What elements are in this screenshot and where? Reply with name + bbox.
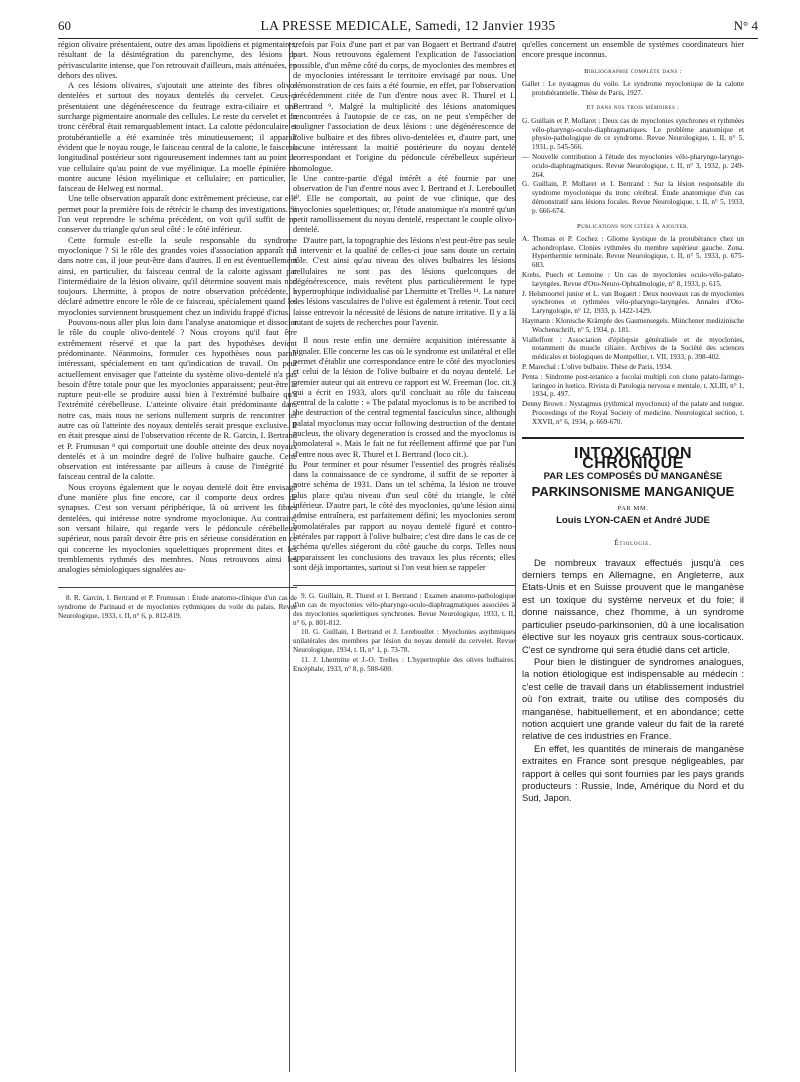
paragraph: A ces lésions olivaires, s'ajoutait une atteinte des fibres olivo-dentelées et surtout des noyaux dentelés du cervelet. Ceux-ci présentaient une dégénérescence du feutrage extra-ciliaire et une surcharge pigmentaire anormale des cellules. Le reste du cervelet et du tronc cérébral était remarquablement intact. La calotte pédonculaire et protubérantielle a été examinée très minutieusement; il apparaît évident que le noyau rouge, le faisceau central de la calotte, le faisceau longitudinal postérieur sont rigoureusement indemnes tant au point de vue cellulaire qu'au point de vue myélinique. La moelle épinière ne montre aucune lésion myélinique et cellulaire; en particulier, le faisceau de Helweg est normal. [58, 81, 297, 194]
paragraph: Cette formule est-elle la seule responsable du syndrome myoclonique ? Si le rôle des grandes voies d'association apparaît nul dans notre cas, il joue peut-être dans d'autres. Il en est éventuellement ainsi, en particulier, du faisceau central de la calotte agissant par l'intermédiaire de la lésion olivaire, qu'il détermine souvent mais non toujours. Lhermitte, à propos de notre observation précédente, a déclaré admettre encore le rôle de ce faisceau, spécialement quand les myoclonies surviennent brusquement chez un individu frappé d'ictus. [58, 235, 297, 317]
bibliography-entry: Penta : Sindrome post-tetanico a focolai multipli con clono palato-faringo-laringeo in luetico. Rivista di Patologia nervosa e mentale, t. XLIII, n° 1, 1934, p. 497. [522, 372, 744, 399]
page-header [58, 18, 758, 39]
footnote: 9. G. Guillain, R. Thurel et I. Bertrand : Examen anatomo-pathologique d'un cas de myoclonies vélo-pharyngo-oculo-diaphragmatiques associées à des myoclonies squelettiques synchrones. Revue Neurologique, 1933, t. II, n° 6, p. 801-812. [293, 592, 515, 627]
paragraph: région olivaire présentaient, outre des amas lipoïdiens et pigmentaires, résultant de la désintégration du parenchyme, des lésions de périvascularite intense, que l'on retrouvait d'ailleurs, mais atténuées, en dehors des olives. [58, 40, 297, 80]
bibliography [522, 80, 744, 98]
footnote: 11. J. Lhermitte et J.-O. Trelles : L'hypertrophie des olives bulbaires. Encéphale, 1933, n° 8, p. 588-600. [293, 655, 515, 673]
article-separator [522, 437, 744, 439]
paragraph: Une contre-partie d'égal intérêt a été fournie par une observation de l'un d'entre nous avec I. Bertrand et J. Lereboullet ¹⁰. Elle ne comportait, au point de vue clinique, que des myoclonies squelettiques; or, l'étude anatomique n'a montré qu'un petit ramollissement du noyau dentelé, respectant le couple olivo-dentelé. [293, 173, 515, 235]
article-subtitle: PAR LES COMPOSÉS DU MANGANÈSE [543, 471, 723, 483]
bibliography [522, 235, 744, 427]
bibliography-entry: Krebs, Puech et Lemoine : Un cas de myoclonies oculo-vélo-palato-laryngées. Revue d'Oto-Neuro-Ophtalmologie, n° 8, 1933, p. 615. [522, 271, 744, 288]
paragraph: trefois par Foix d'une part et par van Bogaert et Bertrand d'autre part. Nous retrouvons également l'explication de l'association possible, d'un même côté du corps, de myoclonies des membres et de myoclonies intéressant le territoire envisagé par nous. Une démonstration de ces faits a été fournie, en effet, par l'observation précédemment citée de l'un d'entre nous avec R. Thurel et I. Bertrand ⁹. Malgré la multiplicité des lésions anatomiques rencontrées à l'autopsie de ce cas, on ne peut s'empêcher de souligner l'association de deux lésions : une dégénérescence de l'olive bulbaire et des fibres olivo-dentelées et, d'autre part, une lacune intéressant la moitié postérieure du noyau dentelé correspondant et l'origine du pédoncule cérébelleux supérieur homologue. [293, 40, 515, 173]
bibliography-entry: Haymann : Klonische Krämpfe des Gaumensegels. Münchener medizinische Wochenschrift, n° 5, 1934, p. 181. [522, 317, 744, 334]
paragraph: Pour bien le distinguer de syndromes analogues, la notion étiologique est indispensable au médecin : c'est celle de travail dans un établissement industriel où l'on extrait, traite ou utilise des composés du manganèse, habituellement, et en abondance; cette notion acquiert une grande valeur du fait de la rareté relative de ces industries en France. [522, 656, 744, 742]
article-body [522, 557, 744, 805]
footnote: 8. R. Garcin, I. Bertrand et P. Frumusan : Étude anatomo-clinique d'un cas de syndrome de Parinaud et de myoclonies rythmiques du voile du palais. Revue Neurologique, 1933, t. II, n° 6, p. 812-819. [58, 594, 297, 621]
bibliography-heading: Bibliographie complète dans : [584, 67, 682, 75]
footnotes [293, 592, 515, 673]
footnote: 10. G. Guillain, I Bertrand et J. Lereboullet : Myoclonies asythmiques unilatérales des membres par lésion du noyau dentelé du cervelet. Revue Neurologique, 1934, t. II, n° 1, p. 73-78. [293, 628, 515, 654]
bibliography-entry: Denny Brown : Nystagmus (rythmical myoclonus) of the palate and tongue. Proceedings of the Royal Society of medicine. Neurological section, t. XXVII, n° 6, 1934, p. 669-670. [522, 400, 744, 426]
bibliography-entry: P. Marechal : L'olive bulbaire. Thèse de Paris, 1934. [522, 363, 673, 371]
bibliography-entry: G. Guillain, P. Mollaret et I. Bertrand : Sur la lésion responsable du syndrome myoclonique du tronc cérébral. Étude anatomique d'un cas démonstratif sans lésions focales. Revue Neurologique, t. II, n° 5, 1933, p. 666-674. [522, 180, 744, 215]
column-right [522, 40, 744, 805]
bibliography-entry: Gallet : Le nystagmus du voile. Le syndrome myoclonique de la calotte protubérantielle. Thèse de Paris, 1927. [522, 79, 744, 97]
footnote-separator [58, 587, 297, 588]
footnote-separator [293, 585, 515, 586]
paragraph: qu'elles concernent un ensemble de systèmes coordinateurs hier encore presque inconnus. [522, 40, 744, 60]
column-left [58, 40, 297, 622]
bibliography-entry: Vialleffont : Association d'épilepsie généralisée et de myoclonies, notamment du muscle ciliaire. Archives de la Société des sciences médicales et biologiques de Montpellier, t. VII, 1933, p. 398-402. [522, 335, 744, 362]
footnotes [58, 594, 297, 620]
paragraph: Une telle observation apparaît donc extrêmement précieuse, car elle permet pour la première fois de rétrécir le champ des investigations. Si l'on veut reprendre le schéma précédent, on voit qu'il suffit de ne conserver du triangle qu'un seul côté : le côté inférieur. [58, 194, 297, 235]
page-number: 60 [58, 18, 71, 33]
bibliography-entry: A. Thomas et P. Cochez : Gliome kystique de la protubérance chez un achondroplase. Clonies rythmées du membre supérieur gauche. Zona. Hyperthermie terminale. Revue Neurologique, t. II, n° 5, 1933, p. 675-683. [522, 234, 744, 270]
article-header [522, 444, 744, 527]
bibliography-entry: — Nouvelle contribution à l'étude des myoclonies vélo-pharyngo-laryngo-oculo-diaphragmatiques. Revue Neurologique, t. II, n° 3, 1932, p. 249-264. [522, 152, 744, 179]
paragraph: De nombreux travaux effectués jusqu'à ces derniers temps en Allemagne, en Angleterre, aux Etats-Unis et en Suisse prouvent que le manganèse est un toxique du système nerveux et du foie; il donne naissance, chez l'homme, à un syndrome particulier pseudo-parkinsonien, dû à une localisation élective sur les noyaux gris centraux sous-corticaux. C'est ce syndrome qui sera étudié dans cet article. [522, 557, 744, 655]
section-heading: Étiologie. [614, 539, 652, 548]
article-authors: Louis LYON-CAEN et André JUDE [556, 515, 710, 527]
paragraph: D'autre part, la topographie des lésions n'est peut-être pas seule à intervenir et la qualité de celles-ci joue sans doute un certain rôle. C'est ainsi qu'au niveau des olives bulbaires les lésions cellulaires ne sont pas des lésions quelconques de dégénérescence, mais revêtent plus particulièrement le type hypertrophique individualisé par Lhermitte et Trelles ¹¹. La nature des lésions vasculaires de l'olive est également à retenir. Tout ceci laisse entrevoir la nécessité de lésions de nature irritative. Il y a là autant de sujets de recherches pour l'avenir. [293, 235, 515, 328]
bibliography-entry: G. Guillain et P. Mollaret : Deux cas de myoclonies synchrones et rythmées vélo-pharyngo-oculo-diaphragmatiques. Le problème anatomique et physio-pathologique de ce syndrome. Revue Neurologique, t. II, n° 5, 1931, p. 545-566. [522, 116, 744, 152]
paragraph: Il nous reste enfin une dernière acquisition intéressante à signaler. Elle concerne les cas où le syndrome est unilatéral et elle permet d'établir une correspondance entre le côté des myoclonies et celui de la lésion de l'olive bulbaire et du noyau dentelé. Le premier auteur qui ait entrevu ce rapport est W. Freeman (loc. cit.) qui a écrit en 1933, alors qu'il concluait au rôle du faisceau central de la calotte : « The palatal myoclonus is to be ascribed to the destruction of the central tegmental fasciculus since, although palatal myoclonus may occur following destruction of the dentate nucleus, the olivary degeneration is crossed and the myoclonus is homolateral ». Mais le fait ne fut réellement affirmé que par l'un d'entre nous avec R. Thurel et I. Bertrand (loco cit.). [293, 336, 515, 459]
bibliography [522, 117, 744, 216]
article-title-2: PARKINSONISME MANGANIQUE [531, 484, 735, 500]
paragraph: Pouvons-nous aller plus loin dans l'analyse anatomique et dissocier le rôle du couple olivo-dentelé ? Nous croyons qu'il faut être extrêmement réservé et que la part des hypothèses devient prédominante. Néanmoins, formuler ces hypothèses nous paraît intéressant, spécialement en tant qu'indication de travail. On peut actuellement envisager que l'atteinte du système olivo-dentelé n'a pas besoin d'être totale pour que les myoclonies apparaissent; peut-être la rupture peut-elle se produire aussi bien à l'extrémité bulbaire qu'à l'extrémité cérébelleuse. L'atteinte olivaire était prédominante dans notre cas, mais nous ne serions nullement surpris de rencontrer tel autre cas où l'atteinte des noyaux dentelés serait presque exclusive. Il en était presque ainsi de l'observation récente de R. Garcin, I. Bertrand et P. Frumusan ⁸ qui comportait une double atteinte des deux noyaux dentelés et à un moindre degré de l'olive bulbaire gauche. Cette observation est intéressante par ailleurs à cause de l'intégrité du faisceau central de la calotte. [58, 318, 297, 482]
bibliography-heading: Publications non citées à ajouter. [577, 222, 689, 230]
journal-title: LA PRESSE MEDICALE, Samedi, 12 Janvier 1935 [260, 18, 556, 33]
article-title: INTOXICATION CHRONIQUE [574, 444, 692, 472]
paragraph: Nous croyons également que le noyau dentelé doit être envisagé d'une manière plus fine encore, car il comporte deux ordres de synapses. C'est son versant périphérique, là où arrivent les fibres dentelées, qui intéresse notre syndrome myoclonique. Au contraire, son versant hilaire, qui regarde vers le pédoncule cérébelleux supérieur, nous paraît devoir être pris en sérieuse considération en ce qui concerne les myoclonies squelettiques proprement dites et les tremblements rythmés des membres. Nous retrouvons ainsi les analogies sémiologiques signalées au- [58, 482, 297, 575]
bibliography-entry: J. Helsmoortel junior et L. van Bogaert : Deux nouveaux cas de myoclonies synchrones et rythmées vélo-pharyngo-laryngées. Annales d'Oto-Laryngologie, n° 12, 1933, p. 1422-1429. [522, 289, 744, 316]
issue-number: N° 4 [733, 18, 758, 33]
column-rule [515, 42, 516, 1072]
paragraph: Pour terminer et pour résumer l'essentiel des progrès réalisés dans la connaissance de ce syndrome, il suffit de se reporter à notre schéma de 1931. Dans un tel schéma, la lésion ne trouve plus place qu'au niveau d'un seul côté du triangle, le côté inférieur. D'autre part, le côté des myoclonies, qu'une lésion ainsi admise entraînera, est parfaitement défini; les myoclonies seront homolatérales par rapport au noyau dentelé figuré et contro-latérales par rapport à l'olive bulbaire; c'est dire dans le cas de ce schéma qu'elles siégeront du côté gauche du corps. Telles nous apparaissent les conclusions des travaux les plus récents; elles sont déjà importantes, surtout si l'on veut bien se rappeler [293, 459, 515, 572]
bibliography-heading: Et dans nos trois mémoires : [586, 104, 680, 112]
column-middle [293, 40, 515, 674]
paragraph: En effet, les quantités de minerais de manganèse extraites en France sont presque négligeables, par rapport à celles qui sont fournies par les pays grands producteurs : Russie, Inde, Amérique du Nord et du Sud, Japon. [522, 743, 744, 804]
byline-prefix: PAR MM. [617, 504, 649, 512]
